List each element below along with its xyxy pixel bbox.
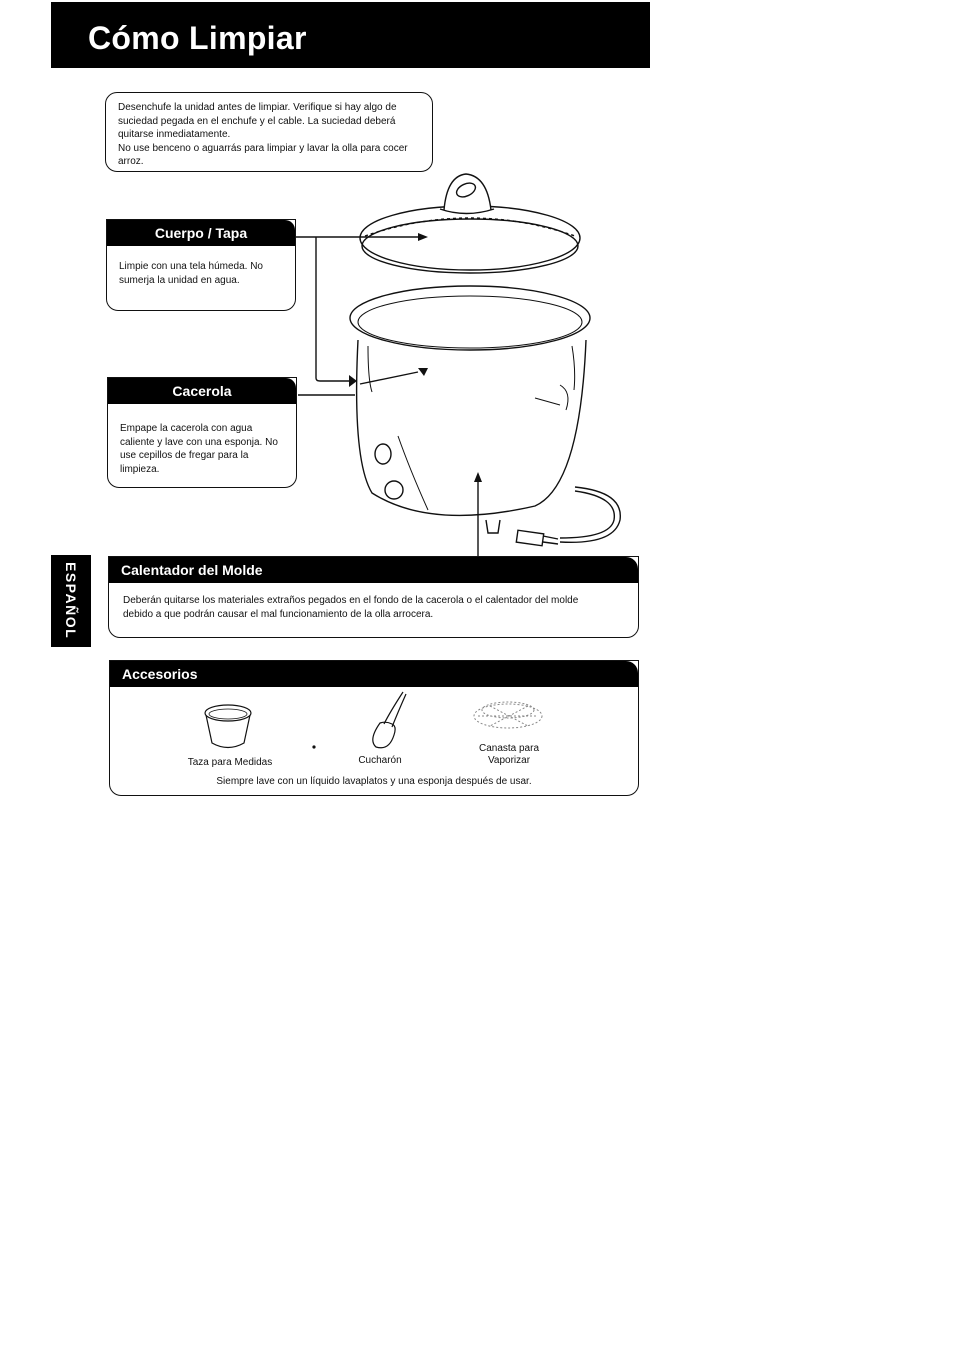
cuerpo-tapa-text: Limpie con una tela húmeda. No sumerja la unidad en agua.: [119, 261, 263, 286]
accessory-label-basket: Canasta para Vaporizar: [478, 743, 540, 766]
accessory-label-cup: Taza para Medidas: [187, 757, 273, 768]
cacerola-title: Cacerola: [108, 378, 296, 404]
measuring-cup-icon: [205, 705, 251, 748]
cacerola-text: Empape la cacerola con agua caliente y lave con una esponja. No use cepillos de fregar para la limpieza.: [120, 423, 278, 475]
calentador-section: [108, 556, 639, 638]
accesorios-title: Accesorios: [110, 661, 638, 687]
cuerpo-tapa-title: Cuerpo / Tapa: [107, 220, 295, 246]
cuerpo-tapa-section: [106, 219, 296, 311]
cooker-body-illustration: [350, 286, 620, 546]
calentador-title: Calentador del Molde: [109, 557, 638, 583]
accessories-note: Siempre lave con un líquido lavaplatos y una esponja después de usar.: [216, 776, 532, 787]
language-label: ESPAÑOL: [63, 562, 79, 640]
lid-illustration: [360, 174, 580, 273]
ladle-icon: [313, 692, 406, 748]
page-title: Cómo Limpiar: [88, 20, 307, 56]
warning-text-1: Desenchufe la unidad antes de limpiar. Verifique si hay algo de suciedad pegada en el enchufe y el cable. La suciedad deberá quitarse inmediatamente.: [118, 102, 397, 140]
accessory-label-ladle: Cucharón: [358, 755, 402, 766]
warning-text-2: No use benceno o aguarrás para limpiar y lavar la olla para cocer arroz.: [118, 142, 408, 167]
calentador-text: Deberán quitarse los materiales extraños pegados en el fondo de la cacerola o el calentador del molde debido a que podrán causar el mal funcionamiento de la olla arrocera.: [123, 595, 579, 620]
steamer-basket-icon: [474, 702, 542, 728]
cacerola-section: [107, 377, 297, 488]
